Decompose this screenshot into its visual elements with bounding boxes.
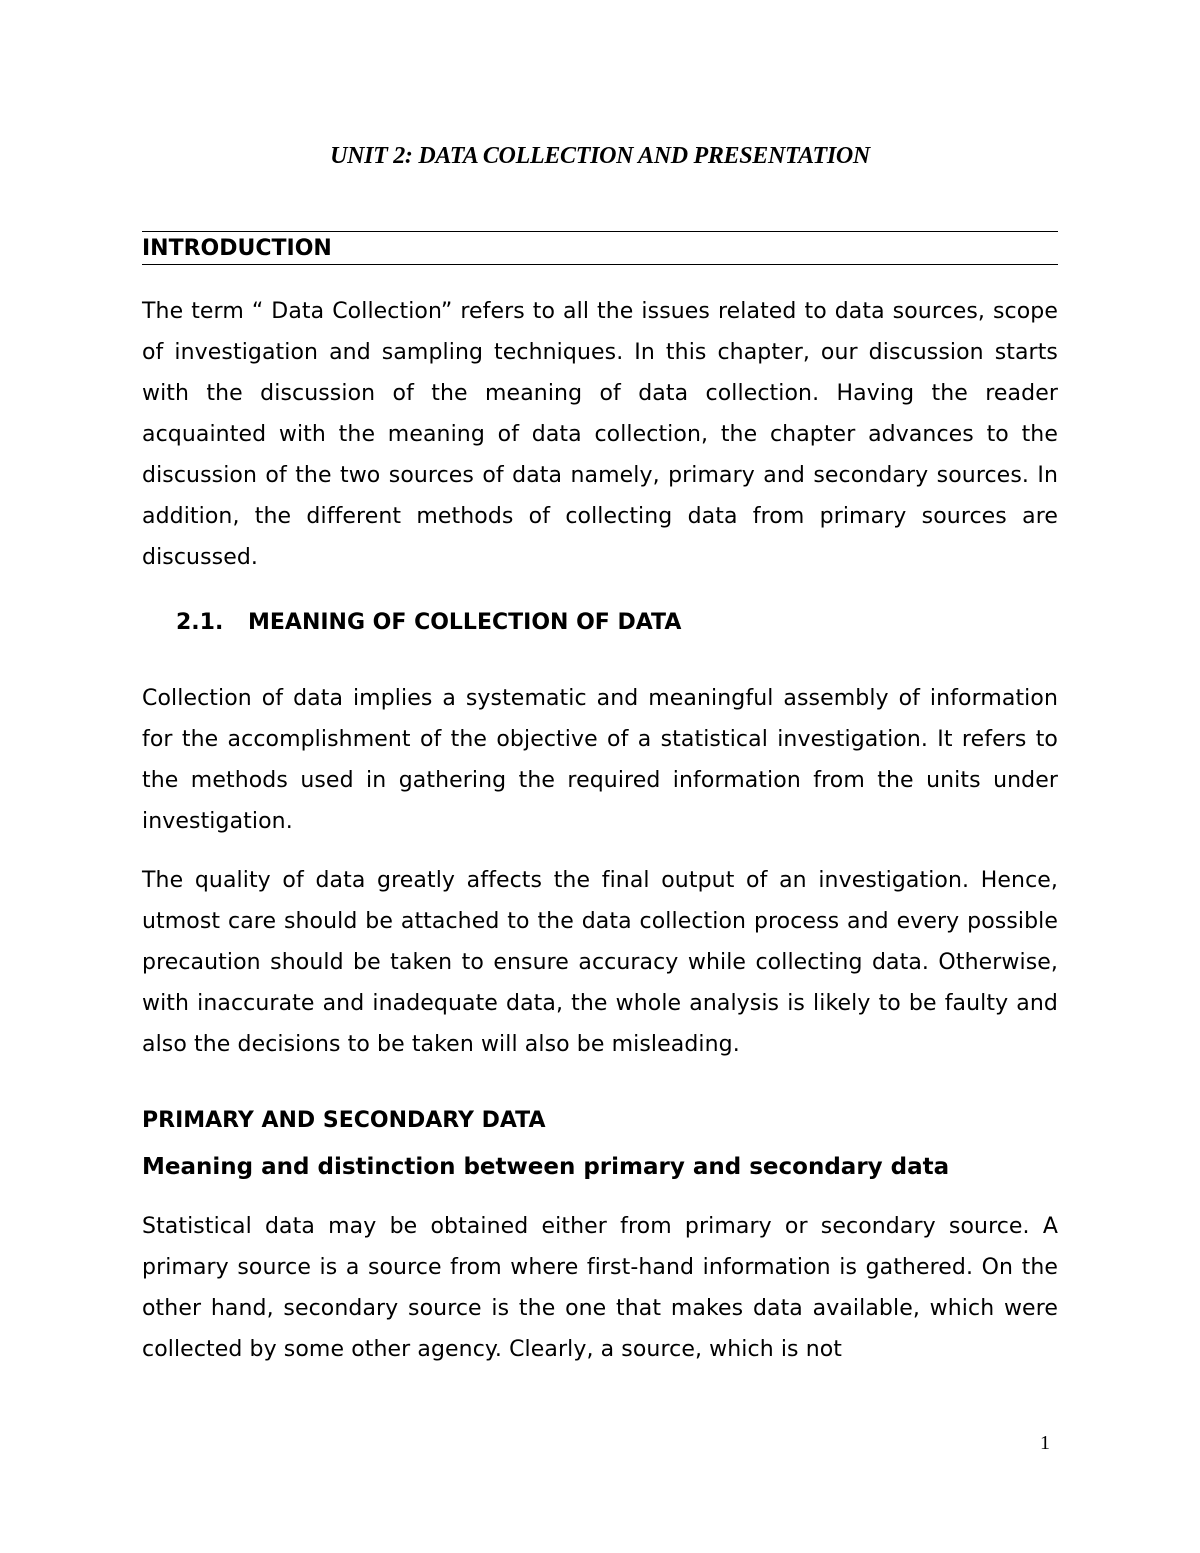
primary-secondary-heading: PRIMARY AND SECONDARY DATA (142, 1108, 546, 1133)
page-number: 1 (1040, 1432, 1050, 1454)
unit-title: UNIT 2: DATA COLLECTION AND PRESENTATION (330, 143, 870, 169)
heading-rule-top (142, 231, 1058, 232)
section-title: MEANING OF COLLECTION OF DATA (248, 610, 682, 635)
section-heading-2-1 (176, 608, 681, 638)
introduction-paragraph: The term “ Data Collection” refers to all the issues related to data sources, scope of investigation and sampling techniques. In this chapter, our discussion starts with the discussion of the meaning of data collection. Having the reader acquainted with the meaning of data collection, the chapter advances to the discussion of the two sources of data namely, primary and secondary sources. In addition, the different methods of collecting data from primary sources are discussed. (142, 299, 1058, 570)
meaning-paragraph-1: Collection of data implies a systematic and meaningful assembly of information for the accomplishment of the objective of a statistical investigation. It refers to the methods used in gathering the required information from the units under investigation. (142, 686, 1058, 834)
heading-rule-bottom (142, 264, 1058, 265)
primary-secondary-paragraph: Statistical data may be obtained either from primary or secondary source. A primary source is a source from where first-hand information is gathered. On the other hand, secondary source is the one that makes data available, which were collected by some other agency. Clearly, a source, which is not (142, 1214, 1058, 1362)
section-number: 2.1. (176, 610, 224, 635)
meaning-paragraph-2: The quality of data greatly affects the final output of an investigation. Hence, utmost care should be attached to the data collection process and every possible precaution should be taken to ensure accuracy while collecting data. Otherwise, with inaccurate and inadequate data, the whole analysis is likely to be faulty and also the decisions to be taken will also be misleading. (142, 868, 1058, 1057)
introduction-heading: INTRODUCTION (142, 236, 332, 261)
primary-secondary-subheading: Meaning and distinction between primary and secondary data (142, 1154, 950, 1180)
